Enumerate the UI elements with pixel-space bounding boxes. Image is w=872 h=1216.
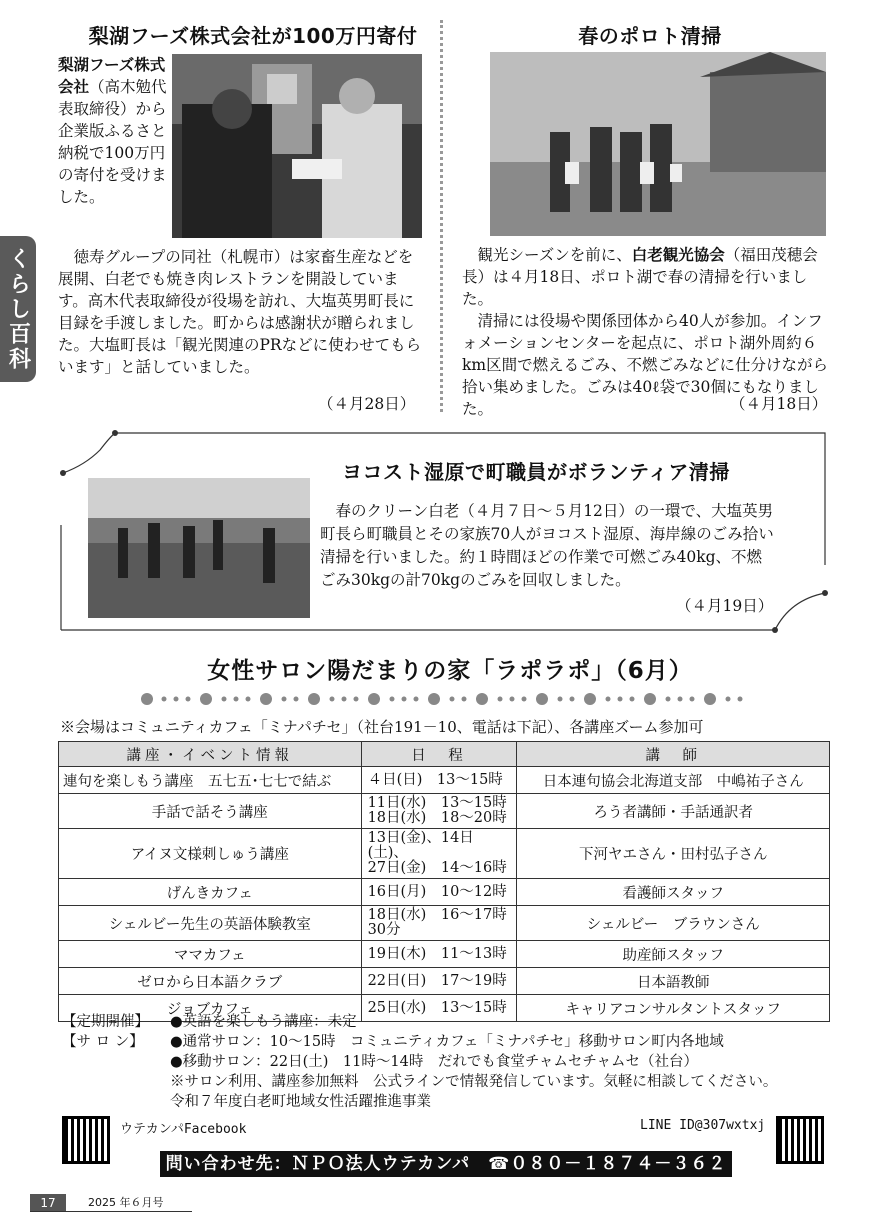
schedule-event: 連句を楽しもう講座 五七五･七七で結ぶ <box>59 767 362 794</box>
schedule-teacher: シェルビー ブラウンさん <box>517 906 830 941</box>
header-teacher: 講 師 <box>517 742 830 767</box>
schedule-header-row <box>59 742 830 767</box>
facebook-qr-code[interactable] <box>62 1116 110 1164</box>
schedule-date: 19日(木) 11～13時 <box>361 941 517 968</box>
regular-info <box>170 1012 850 1112</box>
schedule-event: ママカフェ <box>59 941 362 968</box>
article1-body <box>58 246 428 378</box>
regular-line: ※サロン利用、講座参加無料 公式ラインで情報発信しています。気軽に相談してください。 <box>170 1074 778 1090</box>
salon-label: 【サ ロ ン】 <box>62 1034 144 1050</box>
article3-photo <box>88 478 310 618</box>
contact-bar: 問い合わせ先：ＮＰＯ法人ウテカンパ ☎０８０－１８７４－３６２４ <box>160 1151 732 1177</box>
article3-paragraph: 春のクリーン白老（４月７日～５月12日）の一環で、大塩英男町長ら町職員とその家族70人がヨコスト湿原、海岸線のごみ拾い清掃を行いました。約１時間ほどの作業で可燃ごみ40kg、不燃ごみ30kgの計70kgのごみを回収しました。 <box>320 502 774 589</box>
schedule-teacher: ろう者講師・手話通訳者 <box>517 794 830 829</box>
footer-rule <box>30 1211 192 1212</box>
article3-title: ヨコスト湿原で町職員がボランティア清掃 <box>342 460 730 484</box>
schedule-date: 25日(水) 13～15時 <box>361 995 517 1022</box>
schedule-date: 13日(金)、14日(土)、 27日(金) 14～16時 <box>361 829 517 879</box>
column-divider <box>440 20 443 412</box>
article1-lead <box>58 54 168 208</box>
schedule-date: ４日(日) 13～15時 <box>361 767 517 794</box>
facebook-label: ウテカンパFacebook <box>120 1122 247 1137</box>
regular-line: ●英語を楽しもう講座：未定 <box>170 1014 357 1030</box>
salon-title: 女性サロン陽だまりの家「ラポラポ」（6月） <box>207 658 693 684</box>
schedule-teacher: 下河ヤエさん・田村弘子さん <box>517 829 830 879</box>
regular-line: 令和７年度白老町地域女性活躍推進事業 <box>170 1094 431 1110</box>
article1-paragraph: 徳寿グループの同社（札幌市）は家畜生産などを展開、白老でも焼き肉レストランを開設しています。高木代表取締役が役場を訪れ、大塩英男町長に目録を手渡しました。町からは感謝状が贈られました。大塩町長は「観光関連のPRなどに使わせてもらいます」と話していました。 <box>58 248 422 376</box>
header-event: 講座・イベント情報 <box>59 742 362 767</box>
line-qr-code[interactable] <box>776 1116 824 1164</box>
article2-photo <box>490 52 826 236</box>
header-date: 日 程 <box>361 742 517 767</box>
schedule-row <box>59 767 830 794</box>
schedule-row <box>59 906 830 941</box>
article1-title: 梨湖フーズ株式会社が100万円寄付 <box>88 24 418 48</box>
dot-ornament <box>140 692 750 706</box>
article1-date: （４月28日） <box>318 395 416 413</box>
schedule-table <box>58 741 830 1022</box>
schedule-row <box>59 879 830 906</box>
article3-body <box>320 500 776 592</box>
schedule-date: 11日(水) 13～15時 18日(水) 18～20時 <box>361 794 517 829</box>
article1-lead-text: （高木勉代表取締役）から企業版ふるさと納税で100万円の寄付を受けました。 <box>58 78 167 206</box>
regular-label: 【定期開催】 <box>62 1014 149 1030</box>
schedule-event: ゼロから日本語クラブ <box>59 968 362 995</box>
article2-p1-pre: 観光シーズンを前に、 <box>477 246 632 264</box>
schedule-teacher: 助産師スタッフ <box>517 941 830 968</box>
schedule-teacher: 日本語教師 <box>517 968 830 995</box>
article2-paragraph1 <box>462 244 832 310</box>
salon-note: ※会場はコミュニティカフェ「ミナパチセ」（社台191－10、電話は下記）、各講座ズーム参加可 <box>60 718 704 736</box>
schedule-event: アイヌ文様刺しゅう講座 <box>59 829 362 879</box>
schedule-row <box>59 968 830 995</box>
regular-line: ●移動サロン：22日(土) 11時～14時 だれでも食堂チャムセチャムセ（社台） <box>170 1054 698 1070</box>
article1-photo <box>172 54 422 238</box>
article2-p1-post: （福田茂穂会長）は４月18日、ポロト湖で春の清掃を行いました。 <box>462 246 818 308</box>
salon-labels <box>62 1012 149 1052</box>
line-id: LINE ID@307wxtxj <box>640 1118 766 1133</box>
schedule-date: 16日(月) 10～12時 <box>361 879 517 906</box>
article2-paragraph2: 清掃には役場や関係団体から40人が参加。インフォメーションセンターを起点に、ポロト湖外周約６km区間で燃えるごみ、不燃ごみなどに仕分けながら拾い集めました。ごみは40ℓ袋で30個にもなりました。 <box>462 312 829 418</box>
schedule-event: 手話で話そう講座 <box>59 794 362 829</box>
article2-date: （４月18日） <box>730 395 828 413</box>
schedule-row <box>59 829 830 879</box>
schedule-date: 18日(水) 16～17時 30分 <box>361 906 517 941</box>
schedule-teacher: キャリアコンサルタントスタッフ <box>517 995 830 1022</box>
schedule-event: シェルビー先生の英語体験教室 <box>59 906 362 941</box>
section-tab: くらし百科 <box>0 236 36 382</box>
page-number: 17 <box>30 1194 66 1212</box>
schedule-event: げんきカフェ <box>59 879 362 906</box>
schedule-row <box>59 794 830 829</box>
schedule-teacher: 日本連句協会北海道支部 中嶋祐子さん <box>517 767 830 794</box>
schedule-date: 22日(日) 17～19時 <box>361 968 517 995</box>
schedule-row <box>59 941 830 968</box>
schedule-teacher: 看護師スタッフ <box>517 879 830 906</box>
article3-date: （４月19日） <box>676 597 774 615</box>
article2-title: 春のポロト清掃 <box>578 24 722 48</box>
article2-p1-bold: 白老観光協会 <box>631 246 725 264</box>
schedule-event: ジョブカフェ <box>59 995 362 1022</box>
article1-lead-bold: 梨湖フーズ株式会社 <box>58 56 166 96</box>
issue-label: 2025 年６月号 <box>88 1196 164 1209</box>
regular-line: ●通常サロン：10～15時 コミュニティカフェ「ミナパチセ」移動サロン町内各地域 <box>170 1034 724 1050</box>
